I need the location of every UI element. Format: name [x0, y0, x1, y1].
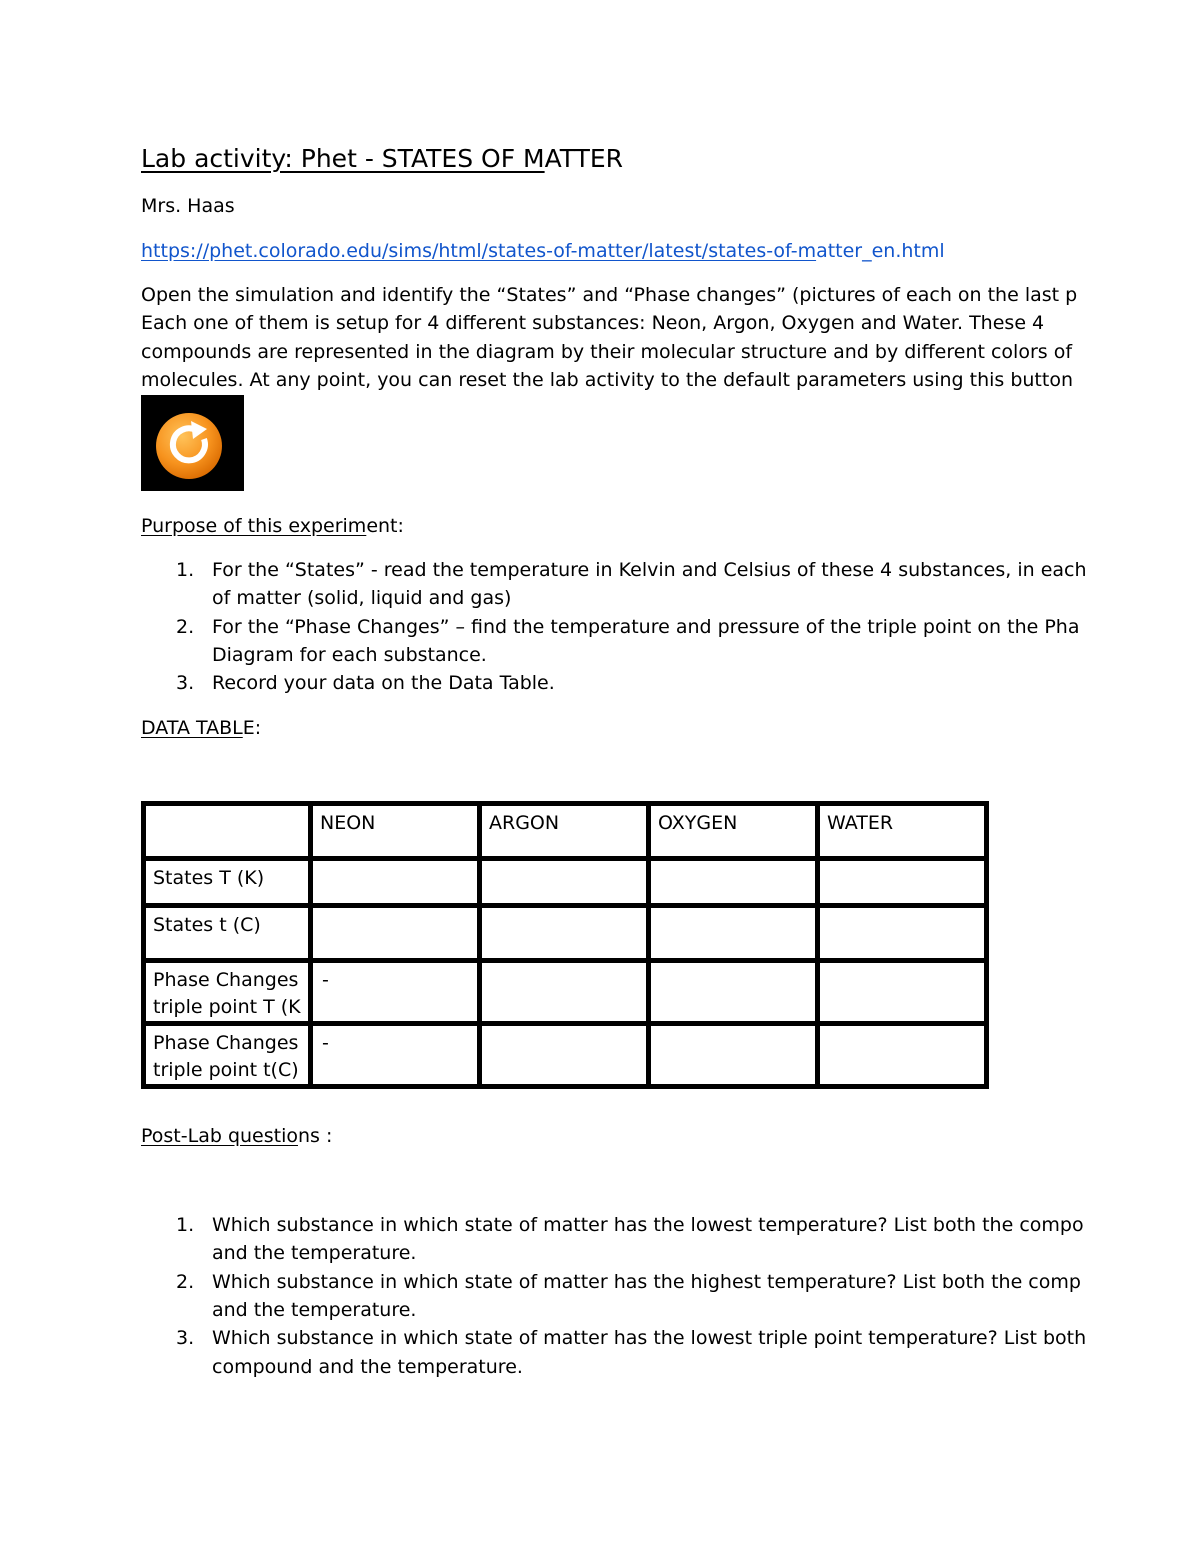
- link-rest[interactable]: atter_en.html: [816, 240, 945, 262]
- table-cell[interactable]: [311, 961, 480, 1024]
- simulation-link[interactable]: [141, 238, 945, 264]
- cell-dash: -: [322, 969, 329, 991]
- data-table-heading-underlined: DATA TABL: [141, 717, 243, 739]
- intro-line: Each one of them is setup for 4 different substances: Neon, Argon, Oxygen and Water. These 4: [141, 312, 1045, 335]
- table-header-cell: WATER: [818, 804, 987, 859]
- table-cell[interactable]: [480, 906, 649, 961]
- purpose-list: [141, 556, 1087, 697]
- cell-dash: -: [322, 1032, 329, 1054]
- table-row: [144, 1024, 987, 1087]
- row-label: Phase Changes: [153, 969, 299, 991]
- list-item-line: Which substance in which state of matter has the highest temperature? List both the comp: [212, 1270, 1081, 1293]
- table-cell[interactable]: [818, 961, 987, 1024]
- list-item-line: For the “States” - read the temperature in Kelvin and Celsius of these 4 substances, in each: [212, 559, 1087, 581]
- title-rest: ATTER: [544, 144, 624, 173]
- list-item-line: Diagram for each substance.: [212, 643, 487, 666]
- postlab-heading: [141, 1123, 332, 1149]
- list-item: [141, 613, 1087, 670]
- table-row: [144, 906, 987, 961]
- list-item: [141, 669, 1087, 697]
- table-cell[interactable]: [480, 1024, 649, 1087]
- table-cell[interactable]: [818, 859, 987, 906]
- row-label-cell: [144, 859, 311, 906]
- table-cell[interactable]: [649, 1024, 818, 1087]
- link-underlined-part[interactable]: https://phet.colorado.edu/sims/html/states-of-matter/latest/states-of-m: [141, 240, 817, 262]
- purpose-heading-rest: ent:: [366, 515, 404, 537]
- list-item-line: and the temperature.: [212, 1242, 417, 1265]
- row-label-cell: [144, 1024, 311, 1087]
- table-cell[interactable]: [818, 906, 987, 961]
- data-table: [141, 801, 989, 1089]
- row-label-cell: [144, 961, 311, 1024]
- list-number: 3.: [176, 672, 195, 695]
- postlab-list: [141, 1211, 1086, 1382]
- table-row: [144, 961, 987, 1024]
- postlab-heading-underlined: Post-Lab questio: [141, 1125, 298, 1147]
- table-cell[interactable]: [311, 1024, 480, 1087]
- row-label: triple point T (K: [153, 996, 301, 1018]
- table-header-cell: ARGON: [480, 804, 649, 859]
- intro-line: compounds are represented in the diagram by their molecular structure and by different colors of: [141, 340, 1073, 363]
- row-label: States T (K): [153, 867, 265, 889]
- table-header-cell: NEON: [311, 804, 480, 859]
- postlab-heading-rest: ns :: [297, 1125, 333, 1147]
- list-item-line: and the temperature.: [212, 1298, 417, 1321]
- reset-icon: [141, 395, 244, 491]
- list-item-line: Which substance in which state of matter has the lowest triple point temperature? List both: [212, 1327, 1087, 1350]
- row-label-cell: [144, 906, 311, 961]
- intro-paragraph: [141, 281, 1077, 394]
- list-item: [141, 1324, 1086, 1382]
- intro-line: Open the simulation and identify the “States” and “Phase changes” (pictures of each on the last p: [141, 284, 1078, 306]
- data-table-heading-rest: E:: [242, 717, 262, 739]
- list-item: [141, 1211, 1086, 1268]
- row-label: triple point t(C): [153, 1059, 299, 1081]
- table-cell[interactable]: [480, 961, 649, 1024]
- list-item: [141, 1268, 1086, 1325]
- table-header-cell: [144, 804, 311, 859]
- data-table-heading: [141, 715, 261, 741]
- table-row: [144, 859, 987, 906]
- list-item-line: For the “Phase Changes” – find the temperature and pressure of the triple point on the Pha: [212, 615, 1080, 638]
- list-item-line: Record your data on the Data Table.: [212, 672, 555, 695]
- list-number: 1.: [176, 1214, 195, 1236]
- list-number: 2.: [176, 1270, 195, 1293]
- table-cell[interactable]: [649, 961, 818, 1024]
- intro-line: molecules. At any point, you can reset the lab activity to the default parameters using this button: [141, 368, 1074, 391]
- title-underlined-part: Lab activity: Phet - STATES OF M: [141, 144, 545, 173]
- list-item-line: Which substance in which state of matter has the lowest temperature? List both the compo: [212, 1214, 1084, 1236]
- table-cell[interactable]: [480, 859, 649, 906]
- list-item: [141, 556, 1087, 613]
- table-cell[interactable]: [818, 1024, 987, 1087]
- author-name: Mrs. Haas: [141, 195, 235, 217]
- list-item-line: compound and the temperature.: [212, 1356, 523, 1379]
- page-title: [141, 141, 623, 177]
- purpose-heading: [141, 513, 404, 539]
- list-number: 1.: [176, 559, 195, 581]
- table-cell[interactable]: [311, 906, 480, 961]
- list-number: 2.: [176, 615, 195, 638]
- table-header-row: [144, 804, 987, 859]
- row-label: States t (C): [153, 914, 261, 936]
- list-item-line: of matter (solid, liquid and gas): [212, 587, 512, 610]
- table-cell[interactable]: [649, 906, 818, 961]
- table-cell[interactable]: [649, 859, 818, 906]
- purpose-heading-underlined: Purpose of this experim: [141, 515, 367, 537]
- table-header-cell: OXYGEN: [649, 804, 818, 859]
- row-label: Phase Changes: [153, 1032, 299, 1054]
- list-number: 3.: [176, 1327, 195, 1350]
- table-cell[interactable]: [311, 859, 480, 906]
